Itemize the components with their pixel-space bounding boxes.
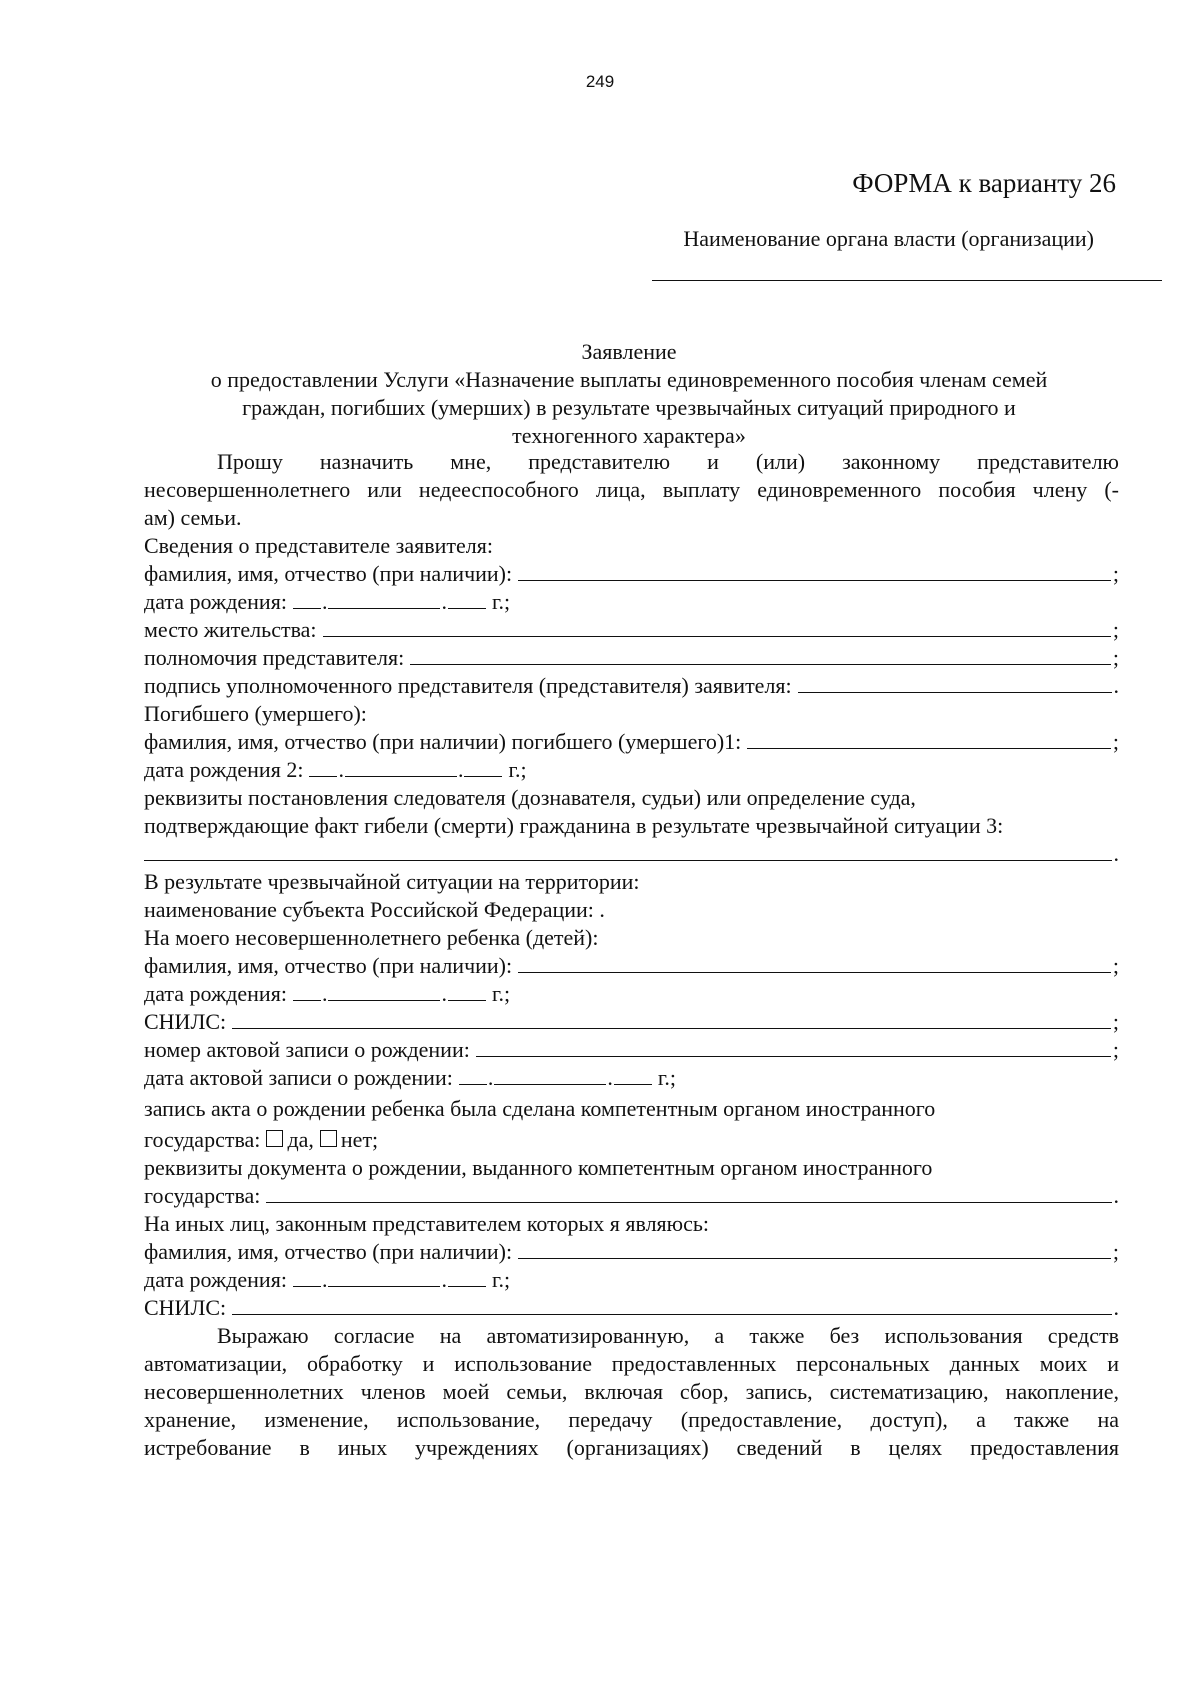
checkbox-yes[interactable] [266, 1130, 283, 1147]
year-suffix: г.; [491, 1267, 511, 1292]
punctuation: . [1113, 1295, 1119, 1320]
punctuation: ; [1112, 953, 1119, 978]
child-fio-row [144, 952, 1119, 980]
document-body [144, 448, 1119, 1462]
birth-day-field[interactable] [293, 980, 321, 1001]
child-heading: На моего несовершеннолетнего ребенка (детей): [144, 925, 599, 950]
representative-signature-field[interactable] [798, 672, 1112, 693]
birth-year-field[interactable] [464, 756, 502, 777]
representative-fio-row [144, 560, 1119, 588]
child-record-date-row [144, 1064, 1119, 1092]
child-record-number-row [144, 1036, 1119, 1064]
deceased-requisites-field[interactable] [144, 840, 1112, 861]
record-day-field[interactable] [459, 1064, 487, 1085]
representative-authority-field[interactable] [410, 644, 1111, 665]
child-document-row [144, 1182, 1119, 1210]
punctuation: ; [1112, 1239, 1119, 1264]
birth-day-field[interactable] [293, 1266, 321, 1287]
punctuation: ; [1112, 1009, 1119, 1034]
others-fio-field[interactable] [518, 1238, 1111, 1259]
child-snils-row [144, 1008, 1119, 1036]
field-label: место жительства: [144, 617, 317, 642]
consent-text: автоматизации, обработку и использование предоставленных персональных данных моих и [144, 1351, 1119, 1376]
consent-text: несовершеннолетних членов моей семьи, включая сбор, запись, систематизацию, накопление, [144, 1379, 1119, 1404]
field-label: государства: [144, 1183, 261, 1208]
others-snils-row [144, 1294, 1119, 1322]
year-suffix: г.; [657, 1065, 676, 1090]
child-birth-row [144, 980, 1119, 1008]
title-line: о предоставлении Услуги «Назначение выплаты единовременного пособия членам семей [210, 367, 1048, 392]
punctuation: . [321, 589, 328, 614]
record-month-field[interactable] [494, 1064, 606, 1085]
deceased-requisites-row [144, 840, 1119, 868]
title-line: техногенного характера» [512, 423, 746, 448]
child-document-field[interactable] [266, 1182, 1111, 1203]
birth-day-field[interactable] [293, 588, 321, 609]
field-label: фамилия, имя, отчество (при наличии) погибшего (умершего)1: [144, 729, 742, 754]
others-snils-field[interactable] [232, 1294, 1111, 1315]
field-label: фамилия, имя, отчество (при наличии): [144, 1239, 513, 1264]
child-fio-field[interactable] [518, 952, 1111, 973]
representative-birth-row [144, 588, 1119, 616]
field-label: дата рождения 2: [144, 757, 304, 782]
checkbox-no-label: нет; [340, 1127, 379, 1152]
others-heading: На иных лиц, законным представителем которых я являюсь: [144, 1211, 710, 1236]
punctuation: . [487, 1065, 494, 1090]
punctuation: . [321, 981, 328, 1006]
checkbox-no[interactable] [320, 1130, 337, 1147]
punctuation: ; [1112, 645, 1119, 670]
title-line: Заявление [581, 339, 677, 364]
punctuation: . [1113, 841, 1119, 866]
birth-year-field[interactable] [448, 1266, 486, 1287]
representative-residence-row [144, 616, 1119, 644]
field-label: дата рождения: [144, 589, 287, 614]
punctuation: . [457, 757, 464, 782]
deceased-heading: Погибшего (умершего): [144, 701, 367, 726]
page-number: 249 [585, 72, 615, 91]
child-foreign-options-row [144, 1126, 1119, 1154]
birth-month-field[interactable] [328, 588, 440, 609]
consent-text: Выражаю согласие на автоматизированную, а также без использования средств [217, 1323, 1119, 1348]
org-name-field[interactable] [652, 280, 1162, 281]
birth-month-field[interactable] [328, 980, 440, 1001]
deceased-birth-row [144, 756, 1119, 784]
title-line: граждан, погибших (умерших) в результате чрезвычайных ситуаций природного и [242, 395, 1016, 420]
birth-day-field[interactable] [309, 756, 337, 777]
child-foreign-text: запись акта о рождении ребенка была сделана компетентным органом иностранного [144, 1096, 936, 1121]
request-text: ам) семьи. [144, 505, 242, 530]
emergency-subject: наименование субъекта Российской Федерации: . [144, 897, 605, 922]
form-title: ФОРМА к варианту 26 [852, 168, 1116, 198]
field-label: фамилия, имя, отчество (при наличии): [144, 953, 513, 978]
deceased-requisites-text: реквизиты постановления следователя (дознавателя, судьи) или определение суда, [144, 785, 916, 810]
punctuation: . [321, 1267, 328, 1292]
document-title [150, 338, 1108, 450]
representative-authority-row [144, 644, 1119, 672]
punctuation: ; [1112, 561, 1119, 586]
field-label: СНИЛС: [144, 1295, 227, 1320]
representative-signature-row [144, 672, 1119, 700]
birth-year-field[interactable] [448, 980, 486, 1001]
birth-month-field[interactable] [345, 756, 457, 777]
request-text: Прошу назначить мне, представителю и (или) законному представителю [217, 449, 1119, 474]
child-document-text: реквизиты документа о рождении, выданного компетентным органом иностранного [144, 1155, 933, 1180]
punctuation: ; [1112, 617, 1119, 642]
birth-month-field[interactable] [328, 1266, 440, 1287]
punctuation: . [441, 589, 447, 614]
representative-heading: Сведения о представителе заявителя: [144, 533, 493, 558]
year-suffix: г.; [508, 757, 527, 782]
deceased-fio-field[interactable] [747, 728, 1111, 749]
checkbox-yes-label: да, [287, 1127, 314, 1152]
punctuation: . [607, 1065, 613, 1090]
field-label: дата рождения: [144, 981, 287, 1006]
emergency-heading: В результате чрезвычайной ситуации на территории: [144, 869, 640, 894]
year-suffix: г.; [491, 589, 511, 614]
field-label: СНИЛС: [144, 1009, 227, 1034]
punctuation: ; [1112, 1037, 1119, 1062]
field-label: номер актовой записи о рождении: [144, 1037, 470, 1062]
others-birth-row [144, 1266, 1119, 1294]
child-snils-field[interactable] [232, 1008, 1111, 1029]
representative-fio-field[interactable] [518, 560, 1111, 581]
field-label: дата рождения: [144, 1267, 287, 1292]
punctuation: . [441, 1267, 447, 1292]
org-label: Наименование органа власти (организации) [683, 226, 1094, 251]
field-label: дата актовой записи о рождении: [144, 1065, 453, 1090]
field-label: полномочия представителя: [144, 645, 405, 670]
request-text: несовершеннолетнего или недееспособного лица, выплату единовременного пособия члену (- [144, 477, 1119, 502]
others-fio-row [144, 1238, 1119, 1266]
deceased-requisites-text: подтверждающие факт гибели (смерти) гражданина в результате чрезвычайной ситуации 3: [144, 813, 1004, 838]
punctuation: . [1113, 1183, 1119, 1208]
field-label: государства: [144, 1127, 261, 1152]
punctuation: . [441, 981, 447, 1006]
field-label: фамилия, имя, отчество (при наличии): [144, 561, 513, 586]
field-label: подпись уполномоченного представителя (представителя) заявителя: [144, 673, 792, 698]
birth-year-field[interactable] [448, 588, 486, 609]
deceased-fio-row [144, 728, 1119, 756]
record-year-field[interactable] [614, 1064, 652, 1085]
year-suffix: г.; [491, 981, 511, 1006]
representative-residence-field[interactable] [323, 616, 1111, 637]
punctuation: ; [1112, 729, 1119, 754]
child-record-number-field[interactable] [476, 1036, 1111, 1057]
punctuation: . [1113, 673, 1119, 698]
consent-text: истребование в иных учреждениях (организациях) сведений в целях предоставления [144, 1435, 1119, 1460]
punctuation: . [338, 757, 344, 782]
consent-text: хранение, изменение, использование, передачу (предоставление, доступ), а также на [144, 1407, 1119, 1432]
